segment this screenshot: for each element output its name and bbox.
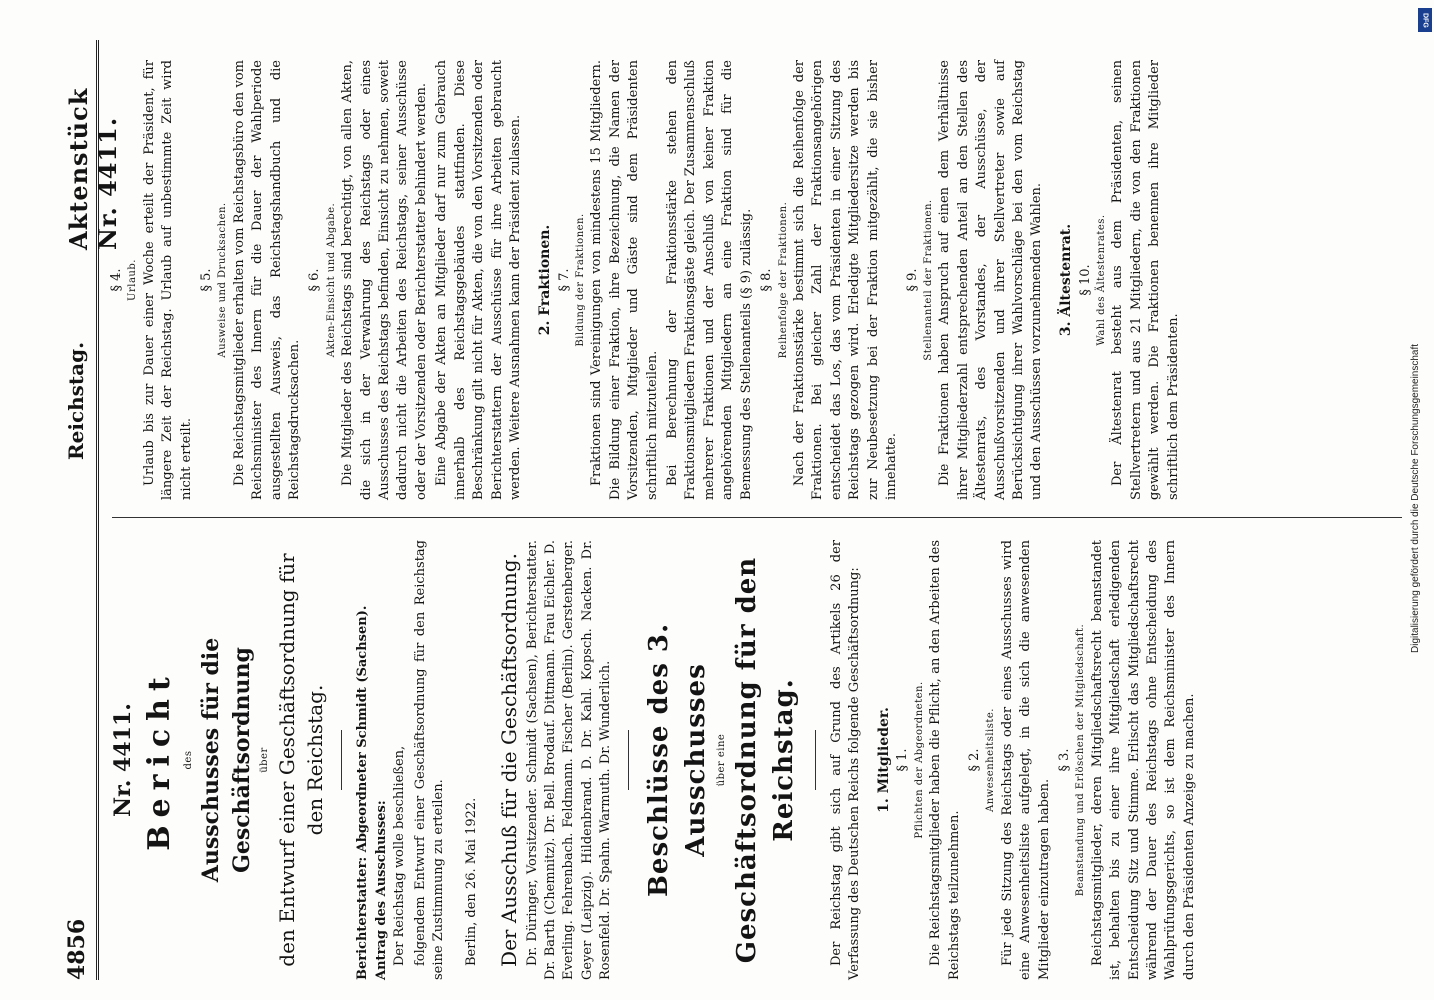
antrag-text-1: Der Reichstag wolle beschließen,	[392, 745, 408, 966]
paragraph-3-text: Reichstagsmitglieder, deren Mitgliedschaftsrecht beanstandet ist, behalten bis zu einer ihre Mitgliedschaft erledigenden Entscheidung Sitz und Stimme. Erlischt das Mitgliedschaftsrecht während der Dauer des Reichstags ohne Entscheidung des Wahlprüfungsgerichts, so ist dem Reichsminister des Innern durch den Präsidenten Anzeige zu machen.	[1089, 540, 1197, 980]
paragraph-6-title: Akten-Einsicht und Abgabe.	[325, 202, 337, 358]
paragraph-3-title: Beanstandung und Erlöschen der Mitgliedschaft.	[1075, 623, 1087, 897]
paragraph-4-number: § 4.	[109, 268, 124, 292]
paragraph-10-number: § 10.	[1077, 264, 1093, 296]
rotated-document-page	[12, 20, 1422, 980]
paragraph-3-number: § 3.	[1056, 748, 1072, 772]
paragraph-8-title: Reihenfolge der Fraktionen.	[777, 201, 789, 359]
digitization-note: Digitalisierung gefördert durch die Deutsche Forschungsgemeinschaft	[1410, 343, 1421, 653]
section-heading-fraktionen: 2. Fraktionen.	[536, 224, 553, 336]
section-heading-aeltestenrat: 3. Ältestenrat.	[1057, 223, 1074, 337]
paragraph-7-text-1: Fraktionen sind Vereinigungen von mindestens 15 Mitgliedern. Die Bildung einer Fraktion, ihre Bezeichnung, die Namen der Vorsitzenden, Mitglieder und Gäste sind dem Präsidenten schriftlich mitzuteilen.	[589, 60, 660, 500]
paragraph-7-number: § 7.	[556, 268, 572, 292]
paragraph-6-number: § 6.	[307, 268, 323, 292]
ueber-eine: über eine	[715, 733, 727, 787]
header-aktenstueck: Aktenstück Nr. 4411.	[64, 87, 122, 250]
entwurf-title: den Entwurf einer Geschäftsordnung für den Reichstag.	[274, 553, 328, 967]
paragraph-1-number: § 1.	[895, 748, 911, 772]
paragraph-8-text: Nach der Fraktionsstärke bestimmt sich die Reihenfolge der Fraktionen. Bei gleicher Zahl der Fraktionsangehörigen entscheidet das Los, das vom Präsidenten in einer Sitzung des Reichstags gezogen wird. Erledigte Mitgliedersitze werden bis zur Neubesetzung bei der Fraktion mitgezählt, die sie bisher innehatte.	[791, 60, 900, 500]
paragraph-6-text-2: Eine Abgabe der Akten an Mitglieder darf nur zum Gebrauch innerhalb des Reichstagsgebäudes stattfinden. Diese Beschränkung gilt nicht für Akten, die von den Vorsitzenden oder Berichterstattern der Ausschüsse für ihre Arbeiten gebraucht werden. Weitere Ausnahmen kann der Präsident zulassen.	[434, 60, 524, 500]
running-header	[56, 40, 122, 980]
right-column	[108, 60, 1185, 500]
paragraph-8-number: § 8.	[759, 268, 775, 292]
left-column	[108, 540, 1201, 980]
berichterstatter-line: Berichterstatter: Abgeordneter Schmidt (Sachsen).	[355, 605, 371, 980]
bericht-title: Bericht	[142, 669, 178, 851]
paragraph-2-text: Für jede Sitzung des Reichstags oder eines Ausschusses wird eine Anwesenheitsliste aufgelegt, in die sich die anwesenden Mitglieder einzutragen haben.	[999, 540, 1052, 980]
divider-rule	[628, 730, 629, 790]
geschaeftsordnung-title: Geschäftsordnung für den Reichstag.	[731, 556, 799, 964]
paragraph-7-title: Bildung der Fraktionen.	[574, 213, 586, 347]
ueber-word: über	[259, 747, 271, 773]
paragraph-9-number: § 9.	[904, 268, 920, 292]
intro-text: Der Reichstag gibt sich auf Grund des Artikels 26 der Verfassung des Deutschen Reichs folgende Geschäftsordnung:	[828, 540, 863, 980]
paragraph-5-text: Die Reichstagsmitglieder erhalten vom Reichstagsbüro den vom Reichsminister des Innern für die Dauer der Wahlperiode ausgestellten Ausweis, das Reichstagshandbuch und die Reichstagsdrucksachen.	[231, 60, 302, 500]
paragraph-1-text: Die Reichstagsmitglieder haben die Pflicht, an den Arbeiten des Reichstags teilzunehmen.	[928, 540, 962, 980]
section-heading-mitglieder: 1. Mitglieder.	[875, 707, 892, 813]
paragraph-5-number: § 5.	[199, 268, 214, 292]
paragraph-9-title: Stellenanteil der Fraktionen.	[923, 199, 935, 361]
paragraph-6-text-1: Die Mitglieder des Reichstags sind berechtigt, von allen Akten, die sich in der Verwahrung des Reichstags oder eines Ausschusses des Reichstags befinden, Einsicht zu nehmen, soweit dadurch nicht die Arbeiten des Reichstags, seiner Ausschüsse oder der Vorsitzenden oder Berichterstatter behindert werden.	[340, 60, 429, 500]
paragraph-4-title: Urlaub.	[127, 259, 139, 301]
paragraph-10-title: Wahl des Ältestenrates.	[1096, 214, 1108, 346]
antrag-heading: Antrag des Ausschusses:	[373, 800, 389, 980]
ausschuss-signature: Der Ausschuß für die Geschäftsordnung.	[497, 553, 522, 967]
antrag-text-2: folgendem Entwurf einer Geschäftsordnung für den Reichstag seine Zustimmung zu erteilen.	[412, 540, 447, 980]
paragraph-2-title: Anwesenheitsliste.	[985, 708, 997, 812]
paragraph-1-title: Pflichten der Abgeordneten.	[913, 681, 925, 839]
members-list: Dr. Düringer, Vorsitzender. Schmidt (Sachsen), Berichterstatter. Dr. Barth (Chemnitz). Dr. Bell. Brodauf. Dittmann. Frau Eichler. D. Everling. Fehrenbach. Feldmann. Fischer (Berlin). Gerstenberger. Geyer (Leipzig). Hildenbrand. D. Dr. Kahl. Kopsch. Nacken. Dr. Rosenfeld. Dr. Spahn. Warmuth. Dr. Wunderlich.	[524, 540, 614, 980]
paragraph-5-title: Ausweise und Drucksachen.	[217, 202, 229, 358]
ausschuss-title: Ausschusses für die Geschäftsordnung	[198, 637, 256, 883]
des-word: des	[182, 750, 194, 770]
divider-rule	[815, 730, 816, 790]
paragraph-4-text: Urlaub bis zur Dauer einer Woche erteilt der Präsident, für längere Zeit der Reichstag. Urlaub auf unbestimmte Zeit wird nicht erteilt.	[141, 60, 194, 500]
date-line: Berlin, den 26. Mai 1922.	[463, 797, 479, 966]
beschluesse-title: Beschlüsse des 3. Ausschusses	[643, 622, 711, 898]
page-number: 4856	[64, 918, 90, 980]
paragraph-7-text-2: Bei Berechnung der Fraktionsstärke stehen den Fraktionsmitgliedern Fraktionsgäste gleich. Der Zusammenschluß mehrerer Fraktionen und der Anschluß von keiner Fraktion angehörenden Mitgliedern an eine Fraktion sind für die Bemessung des Stellenanteils (§ 9) zulässig.	[664, 60, 754, 500]
document-number: Nr. 4411.	[110, 703, 136, 817]
paragraph-2-number: § 2.	[966, 748, 982, 772]
header-reichstag: Reichstag.	[64, 341, 88, 460]
dfg-logo: DFG	[1418, 8, 1432, 32]
divider-rule	[341, 730, 342, 790]
paragraph-9-text: Die Fraktionen haben Anspruch auf einen dem Verhältnisse ihrer Mitgliederzahl entsprechenden Anteil an den Stellen des Ältestenrats, des Vorstandes, der Ausschüsse, der Ausschußvorsitzenden und ihrer Stellvertreter sowie auf Berücksichtigung ihrer Wahlvorschläge bei den vom Reichstag und den Ausschüssen vorzunehmenden Wahlen.	[937, 60, 1045, 500]
paragraph-10-text: Der Ältestenrat besteht aus dem Präsidenten, seinen Stellvertretern und aus 21 Mitgliedern, die von den Fraktionen gewählt werden. Die Fraktionen benennen ihre Mitglieder schriftlich dem Präsidenten.	[1110, 60, 1181, 500]
column-divider	[112, 517, 1402, 518]
